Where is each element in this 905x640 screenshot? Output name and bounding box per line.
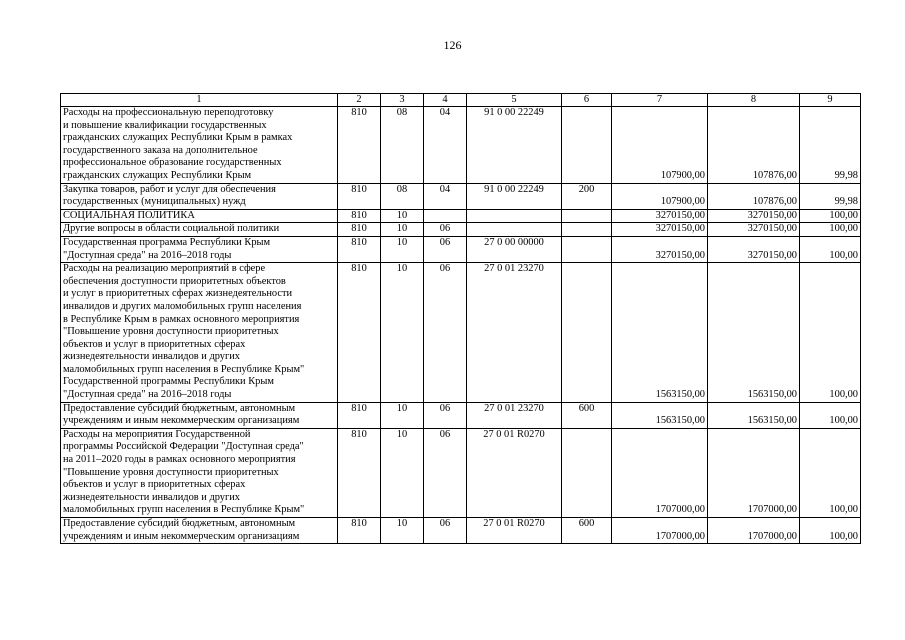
code-subsection: 06	[424, 223, 467, 237]
code-subsection: 04	[424, 183, 467, 209]
description-line: и повышение квалификации государственных	[63, 119, 267, 131]
code-target-article: 27 0 01 23270	[467, 263, 562, 403]
row-description	[61, 428, 338, 517]
description-line: "Доступная среда" на 2016–2018 годы	[63, 389, 232, 401]
description-line: Государственной программы Республики Крым	[63, 376, 274, 388]
row-description	[61, 183, 338, 209]
description-line: СОЦИАЛЬНАЯ ПОЛИТИКА	[63, 209, 195, 221]
row-description	[61, 107, 338, 184]
code-expense-type: 600	[562, 518, 612, 544]
code-subsection: 06	[424, 518, 467, 544]
description-line: Расходы на реализацию мероприятий в сфере	[63, 263, 266, 275]
description-line: Государственная программа Республики Крым	[63, 236, 271, 248]
amount-planned: 107900,00	[612, 183, 708, 209]
description-line: учреждениям и иным некоммерческим организациям	[63, 415, 300, 427]
code-subsection: 06	[424, 263, 467, 403]
amount-executed: 1707000,00	[708, 518, 800, 544]
code-section: 10	[381, 402, 424, 428]
header-cell-8: 8	[708, 94, 800, 107]
amount-executed: 1707000,00	[708, 428, 800, 517]
code-subsection: 06	[424, 428, 467, 517]
description-line: гражданских служащих Республики Крым в рамках	[63, 132, 293, 144]
code-section: 10	[381, 428, 424, 517]
description-line: гражданских служащих Республики Крым	[63, 169, 252, 181]
code-admin: 810	[338, 402, 381, 428]
header-cell-4: 4	[424, 94, 467, 107]
description-line: Предоставление субсидий бюджетным, автономным	[63, 402, 296, 414]
table-body	[61, 94, 861, 544]
code-section: 08	[381, 183, 424, 209]
description-line: "Повышение уровня доступности приоритетных	[63, 466, 279, 478]
amount-executed: 107876,00	[708, 107, 800, 184]
header-cell-3: 3	[381, 94, 424, 107]
percent-executed: 99,98	[800, 107, 861, 184]
amount-planned: 3270150,00	[612, 209, 708, 223]
code-expense-type	[562, 223, 612, 237]
code-subsection: 06	[424, 402, 467, 428]
description-line: жизнедеятельности инвалидов и других	[63, 351, 241, 363]
amount-planned: 1707000,00	[612, 428, 708, 517]
code-target-article: 27 0 01 R0270	[467, 428, 562, 517]
row-description	[61, 223, 338, 237]
code-expense-type	[562, 107, 612, 184]
amount-planned: 1563150,00	[612, 263, 708, 403]
code-admin: 810	[338, 107, 381, 184]
code-target-article: 27 0 01 23270	[467, 402, 562, 428]
amount-executed: 107876,00	[708, 183, 800, 209]
table-row	[61, 209, 861, 223]
description-line: Закупка товаров, работ и услуг для обеспечения	[63, 183, 276, 195]
description-line: Расходы на профессиональную переподготовку	[63, 107, 274, 118]
code-target-article: 91 0 00 22249	[467, 183, 562, 209]
description-line: маломобильных групп населения в Республике Крым"	[63, 363, 305, 375]
code-admin: 810	[338, 209, 381, 223]
percent-executed: 100,00	[800, 236, 861, 262]
code-section: 08	[381, 107, 424, 184]
description-line: Расходы на мероприятия Государственной	[63, 428, 251, 440]
description-line: в Республике Крым в рамках основного мероприятия	[63, 313, 300, 325]
table-row	[61, 402, 861, 428]
description-line: государственных (муниципальных) нужд	[63, 196, 246, 208]
code-expense-type	[562, 236, 612, 262]
amount-planned: 1563150,00	[612, 402, 708, 428]
header-cell-5: 5	[467, 94, 562, 107]
description-line: объектов и услуг в приоритетных сферах	[63, 338, 246, 350]
budget-table	[60, 93, 861, 544]
percent-executed: 100,00	[800, 428, 861, 517]
amount-executed: 1563150,00	[708, 263, 800, 403]
percent-executed: 100,00	[800, 223, 861, 237]
description-line: Другие вопросы в области социальной политики	[63, 223, 280, 235]
code-admin: 810	[338, 236, 381, 262]
table-row	[61, 183, 861, 209]
percent-executed: 100,00	[800, 263, 861, 403]
code-subsection: 06	[424, 236, 467, 262]
code-target-article	[467, 209, 562, 223]
table-row	[61, 263, 861, 403]
description-line: и услуг в приоритетных сферах жизнедеятельности	[63, 288, 293, 300]
header-cell-2: 2	[338, 94, 381, 107]
code-target-article	[467, 223, 562, 237]
page-number: 126	[443, 38, 462, 52]
header-row	[61, 94, 861, 107]
description-line: "Доступная среда" на 2016–2018 годы	[63, 249, 232, 261]
row-description	[61, 236, 338, 262]
percent-executed: 100,00	[800, 518, 861, 544]
amount-planned: 3270150,00	[612, 236, 708, 262]
amount-executed: 3270150,00	[708, 236, 800, 262]
table-row	[61, 236, 861, 262]
amount-executed: 3270150,00	[708, 209, 800, 223]
amount-executed: 3270150,00	[708, 223, 800, 237]
row-description	[61, 263, 338, 403]
code-section: 10	[381, 209, 424, 223]
code-section: 10	[381, 223, 424, 237]
description-line: учреждениям и иным некоммерческим организациям	[63, 530, 300, 542]
code-subsection	[424, 209, 467, 223]
percent-executed: 99,98	[800, 183, 861, 209]
amount-executed: 1563150,00	[708, 402, 800, 428]
description-line: инвалидов и других маломобильных групп населения	[63, 300, 302, 312]
description-line: маломобильных групп населения в Республике Крым"	[63, 504, 305, 516]
description-line: объектов и услуг в приоритетных сферах	[63, 479, 246, 491]
description-line: жизнедеятельности инвалидов и других	[63, 491, 241, 503]
code-expense-type	[562, 428, 612, 517]
description-line: "Повышение уровня доступности приоритетных	[63, 326, 279, 338]
description-line: обеспечения доступности приоритетных объектов	[63, 275, 286, 287]
row-description	[61, 518, 338, 544]
table-row	[61, 428, 861, 517]
amount-planned: 107900,00	[612, 107, 708, 184]
code-target-article: 91 0 00 22249	[467, 107, 562, 184]
header-cell-1: 1	[61, 94, 338, 107]
amount-planned: 1707000,00	[612, 518, 708, 544]
description-line: на 2011–2020 годы в рамках основного мероприятия	[63, 454, 296, 466]
code-expense-type	[562, 263, 612, 403]
code-section: 10	[381, 236, 424, 262]
code-admin: 810	[338, 183, 381, 209]
table-row	[61, 223, 861, 237]
table-row	[61, 107, 861, 184]
code-target-article: 27 0 01 R0270	[467, 518, 562, 544]
code-section: 10	[381, 518, 424, 544]
code-admin: 810	[338, 223, 381, 237]
code-expense-type: 200	[562, 183, 612, 209]
row-description	[61, 209, 338, 223]
code-expense-type	[562, 209, 612, 223]
code-admin: 810	[338, 518, 381, 544]
description-line: программы Российской Федерации "Доступная среда"	[63, 441, 304, 453]
percent-executed: 100,00	[800, 402, 861, 428]
code-admin: 810	[338, 428, 381, 517]
table-row	[61, 518, 861, 544]
code-target-article: 27 0 00 00000	[467, 236, 562, 262]
description-line: Предоставление субсидий бюджетным, автономным	[63, 518, 296, 529]
code-expense-type: 600	[562, 402, 612, 428]
row-description	[61, 402, 338, 428]
header-cell-6: 6	[562, 94, 612, 107]
code-section: 10	[381, 263, 424, 403]
header-cell-7: 7	[612, 94, 708, 107]
description-line: профессиональное образование государственных	[63, 157, 282, 169]
description-line: государственного заказа на дополнительное	[63, 144, 258, 156]
amount-planned: 3270150,00	[612, 223, 708, 237]
percent-executed: 100,00	[800, 209, 861, 223]
code-subsection: 04	[424, 107, 467, 184]
header-cell-9: 9	[800, 94, 861, 107]
code-admin: 810	[338, 263, 381, 403]
